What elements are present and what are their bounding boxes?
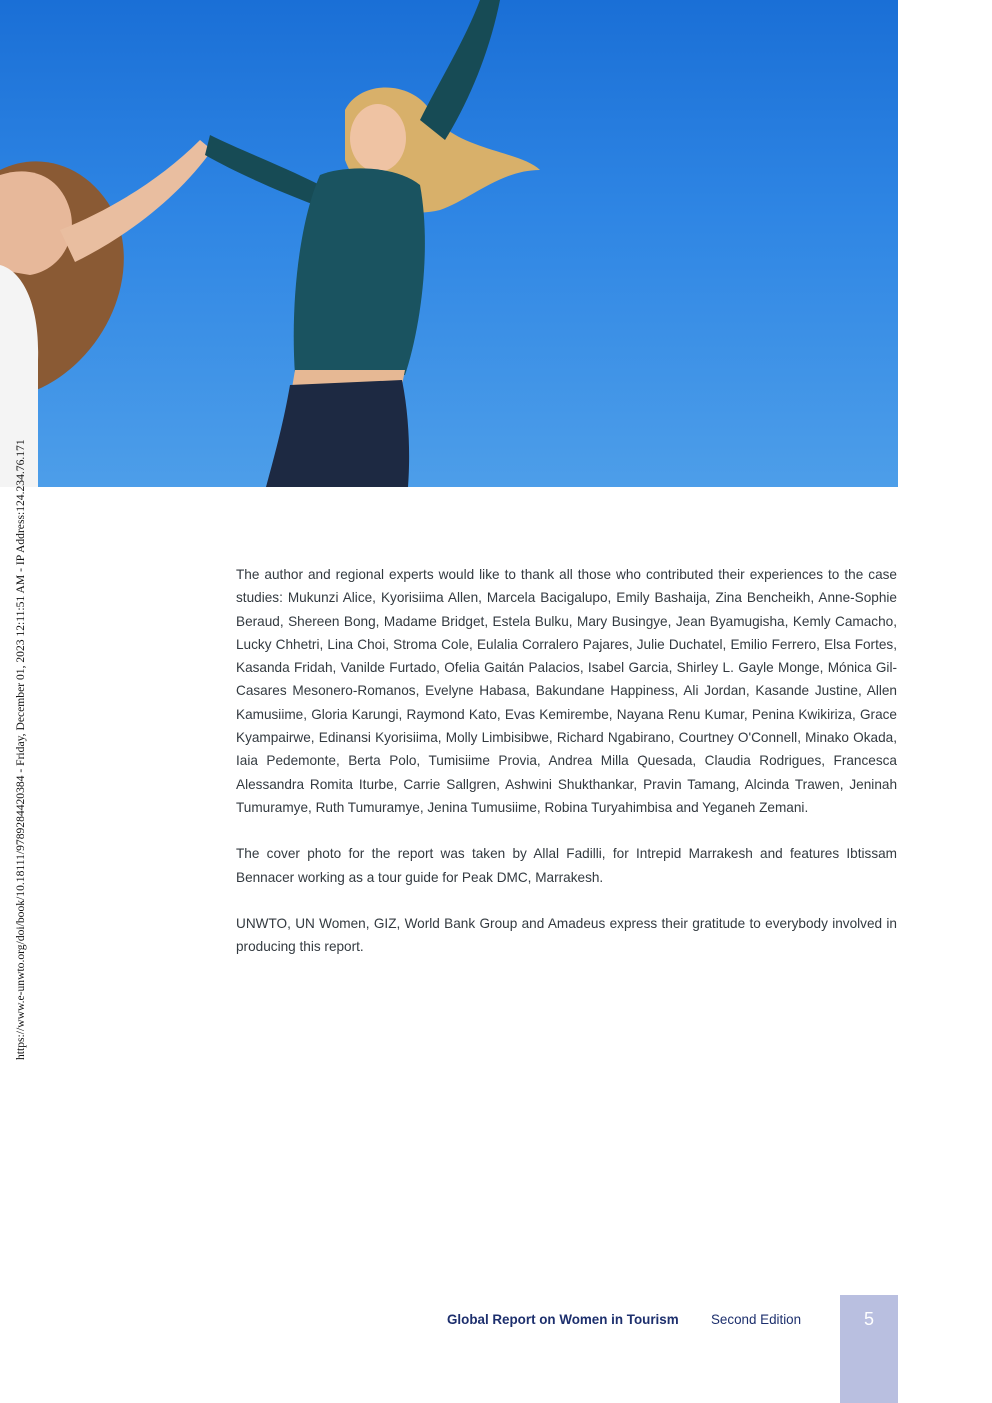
acknowledgements-text [236, 563, 897, 981]
report-edition: Second Edition [711, 1312, 802, 1327]
side-access-stamp: https://www.e-unwto.org/doi/book/10.18111/9789284420384 - Friday, December 01, 2023 12:11:51 AM - IP Address:124.234.76.171 [14, 439, 27, 1060]
page-number: 5 [863, 1309, 874, 1329]
report-title: Global Report on Women in Tourism [447, 1312, 679, 1327]
gratitude-paragraph: UNWTO, UN Women, GIZ, World Bank Group and Amadeus express their gratitude to everybody involved in producing this report. [236, 915, 897, 955]
page-number-tab [840, 1295, 898, 1403]
photo-illustration [0, 0, 898, 487]
cover-photo-credit-paragraph: The cover photo for the report was taken by Allal Fadilli, for Intrepid Marrakesh and features Ibtissam Bennacer working as a tour guide for Peak DMC, Marrakesh. [236, 846, 897, 885]
two-women-jumping-photo [0, 0, 898, 487]
acknowledgements-paragraph: The author and regional experts would like to thank all those who contributed their experiences to the case studies: Mukunzi Alice, Kyorisiima Allen, Marcela Bacigalupo, Emily Bashaija, Zina Bencheikh, Anne-Sophie Beraud, Shereen Bong, Madame Bridget, Estela Bulku, Mary Busingye, Jean Byamugisha, Kemly Camacho, Lucky Chhetri, Lina Choi, Stroma Cole, Eulalia Corralero Pajares, Julie Duchatel, Emilio Ferrero, Elsa Fortes, Kasanda Fridah, Vanilde Furtado, Ofelia Gaitán Palacios, Isabel Garcia, Shirley L. Gayle Monge, Mónica Gil-Casares Mesonero-Romanos, Evelyne Habasa, Bakundane Happiness, Ali Jordan, Kasande Justine, Allen Kamusiime, Gloria Karungi, Raymond Kato, Evas Kemirembe, Nayana Renu Kumar, Penina Kwikiriza, Grace Kyampairwe, Edinansi Kyorisiima, Molly Limbisibwe, Richard Ngabirano, Courtney O'Connell, Minako Okada, Iaia Pedemonte, Berta Polo, Tumisiime Provia, Andrea Milla Quesada, Claudia Rodrigues, Francesca Alessandra Romita Iturbe, Carrie Sallgren, Ashwini Shukthankar, Pravin Tamang, Alcinda Trawen, Jeninah Tumuramye, Ruth Tumuramye, Jenina Tumusiime, Robina Turyahimbisa and Yeganeh Zemani. [236, 567, 897, 815]
